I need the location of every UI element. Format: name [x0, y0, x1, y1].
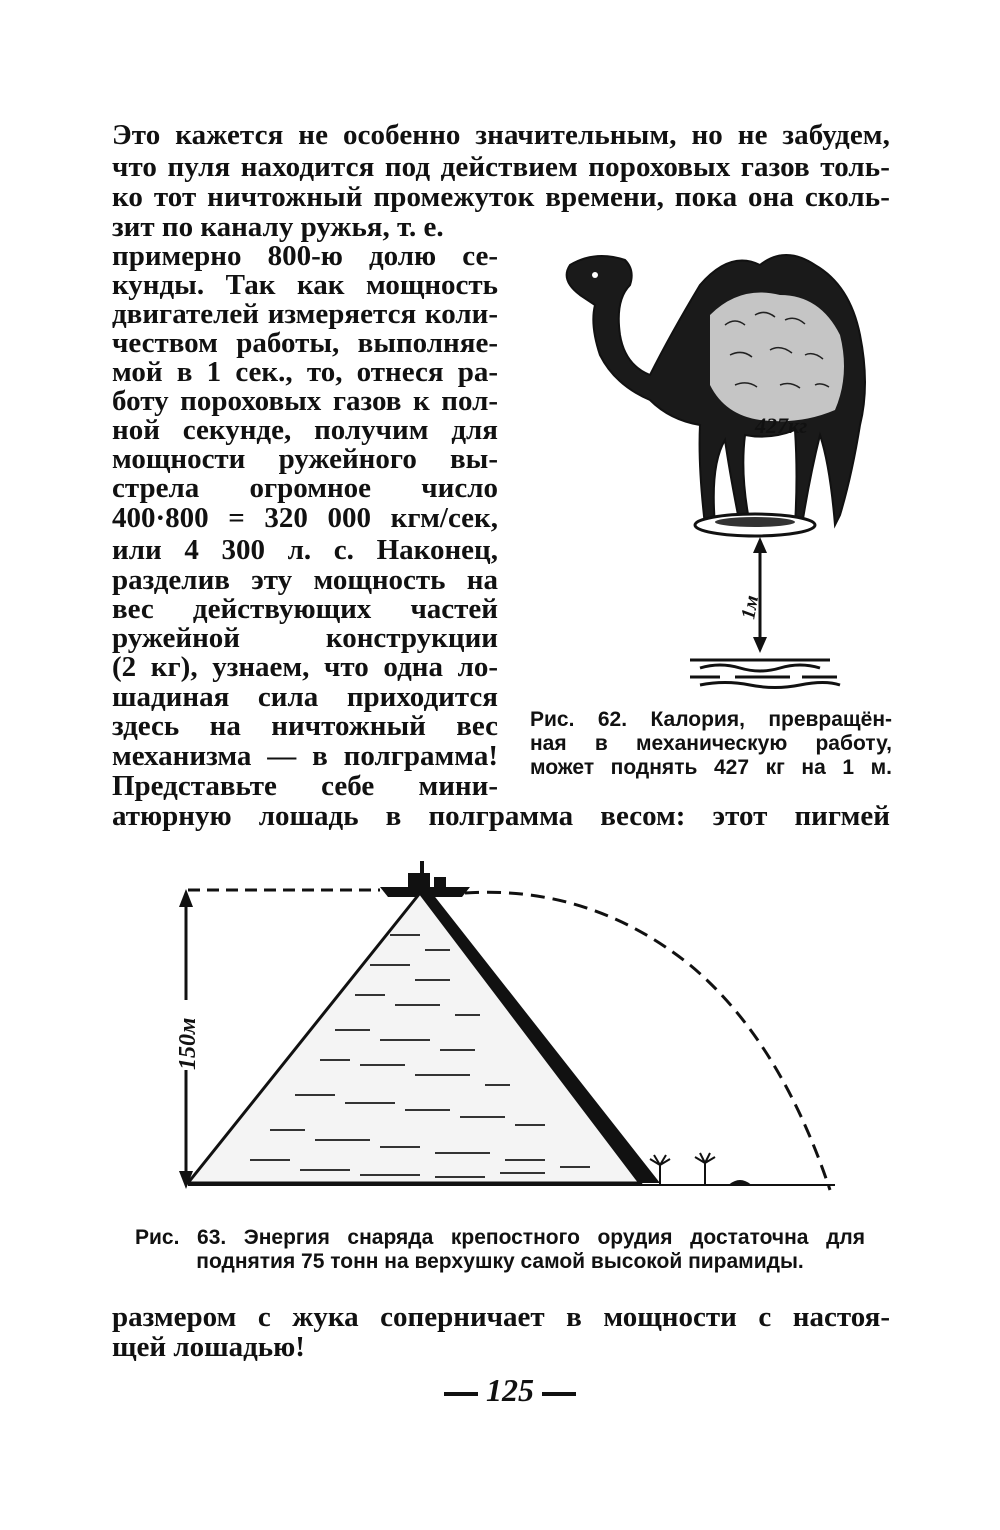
text-line: размером с жука соперничает в мощности с настоя- — [112, 1301, 890, 1333]
text-line: ружейной конструкции — [112, 622, 498, 654]
text-line: боту пороховых газов к пол- — [112, 385, 498, 417]
text-line: ко тот ничтожный промежуток времени, пока она сколь- — [112, 181, 890, 213]
text-line: мой в 1 сек., то, отнеся ра- — [112, 356, 498, 388]
figure-62-caption-line: Рис. 62. Калория, превращён- — [530, 708, 892, 731]
ship-icon — [380, 861, 470, 897]
text-line: здесь на ничтожный вес — [112, 710, 498, 742]
pyramid-illustration — [170, 855, 840, 1200]
weight-label: 427кг — [755, 413, 808, 438]
height-label: 1м — [737, 593, 764, 621]
palm-tree-icon — [650, 1153, 715, 1185]
text-line: что пуля находится под действием пороховых газов толь- — [112, 151, 890, 183]
text-line: зит по каналу ружья, т. е. — [112, 211, 444, 243]
ornament-right — [542, 1392, 576, 1396]
figure-62-caption-line: ная в механическую работу, — [530, 732, 892, 755]
text-line: стрела огромное число — [112, 472, 498, 504]
text-line: Представьте себе мини- — [112, 770, 498, 802]
height-150-label: 150м — [175, 1017, 201, 1070]
figure-63-caption-line: Рис. 63. Энергия снаряда крепостного орудия достаточна для — [135, 1226, 865, 1249]
text-line: механизма — в полграмма! — [112, 740, 498, 772]
text-line: вес действующих частей — [112, 593, 498, 625]
text-line: или 4 300 л. с. Наконец, — [112, 534, 498, 566]
text-line: примерно 800-ю долю се- — [112, 240, 498, 272]
figure-63-caption-line: поднятия 75 тонн на верхушку самой высокой пирамиды. — [196, 1250, 804, 1273]
text-line: чеством работы, выполняе- — [112, 327, 498, 359]
figure-62-caption-line: может поднять 427 кг на 1 м. — [530, 756, 892, 779]
text-line: кунды. Так как мощность — [112, 269, 498, 301]
text-line: 400·800 = 320 000 кгм/сек, — [112, 502, 498, 534]
text-line: шадиная сила приходится — [112, 681, 498, 713]
text-line: разделив эту мощность на — [112, 564, 498, 596]
text-line: ной секунде, получим для — [112, 414, 498, 446]
ornament-left — [444, 1392, 478, 1396]
camel-illustration — [540, 225, 890, 695]
page-number-value: 125 — [486, 1372, 534, 1408]
text-line: мощности ружейного вы- — [112, 443, 498, 475]
text-line: атюрную лошадь в полграмма весом: этот пигмей — [112, 800, 890, 832]
text-line: щей лошадью! — [112, 1331, 305, 1363]
text-line: двигателей измеряется коли- — [112, 298, 498, 330]
page-number — [420, 1372, 600, 1409]
text-line: (2 кг), узнаем, что одна ло- — [112, 651, 498, 683]
text-line: Это кажется не особенно значительным, но не забудем, — [112, 119, 890, 151]
